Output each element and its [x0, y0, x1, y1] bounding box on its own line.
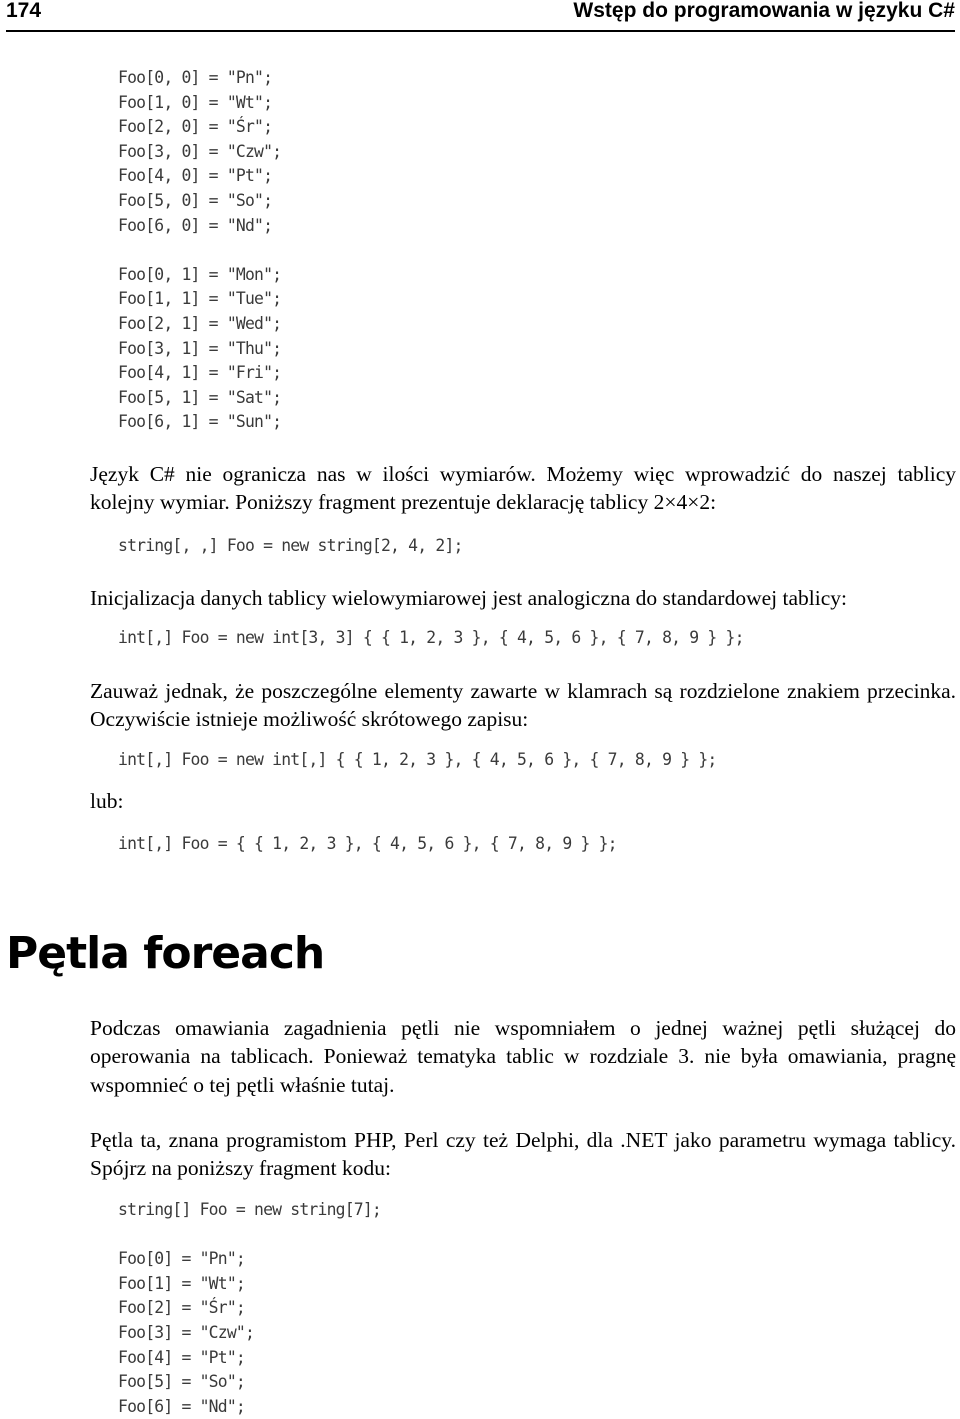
page-header — [6, 0, 955, 32]
code-line: string[] Foo = new string[7]; — [118, 1200, 381, 1219]
code-line: Foo[2, 0] = "Śr"; — [118, 117, 273, 137]
code-line: Foo[0] = "Pn"; — [118, 1249, 245, 1269]
code-line: Foo[5] = "So"; — [118, 1372, 245, 1392]
code-line: Foo[6, 0] = "Nd"; — [118, 215, 273, 235]
code-line: Foo[2] = "Śr"; — [118, 1298, 245, 1318]
code-line: Foo[6, 1] = "Sun"; — [118, 412, 282, 432]
code-line: Foo[0, 1] = "Mon"; — [118, 264, 282, 284]
code-line-shortest-init — [118, 832, 617, 857]
code-line: Foo[1] = "Wt"; — [118, 1273, 245, 1293]
code-line: int[,] Foo = new int[3, 3] { { 1, 2, 3 }, { 4, 5, 6 }, { 7, 8, 9 } }; — [118, 628, 744, 647]
code-line: Foo[4, 1] = "Fri"; — [118, 363, 282, 383]
code-block-foreach-array — [118, 1198, 381, 1419]
code-line: Foo[5, 0] = "So"; — [118, 190, 273, 210]
connector-text: lub: — [90, 789, 124, 813]
code-line: Foo[4] = "Pt"; — [118, 1347, 245, 1367]
code-line: Foo[1, 1] = "Tue"; — [118, 289, 282, 309]
code-line: Foo[6] = "Nd"; — [118, 1396, 245, 1416]
code-line: string[, ,] Foo = new string[2, 4, 2]; — [118, 536, 463, 555]
code-line-string-declaration — [118, 534, 463, 559]
code-line: Foo[2, 1] = "Wed"; — [118, 313, 282, 333]
code-line-short-init — [118, 748, 717, 773]
code-line: Foo[3] = "Czw"; — [118, 1322, 255, 1342]
paragraph-dimensions: Język C# nie ogranicza nas w ilości wymiarów. Możemy więc wprowadzić do naszej tablicy kolejny wymiar. Poniższy fragment prezentuje deklarację tablicy 2×4×2: — [90, 462, 956, 515]
code-line: int[,] Foo = { { 1, 2, 3 }, { 4, 5, 6 }, { 7, 8, 9 } }; — [118, 834, 617, 853]
code-line: Foo[3, 1] = "Thu"; — [118, 338, 282, 358]
paragraph-foreach-usage: Pętla ta, znana programistom PHP, Perl czy też Delphi, dla .NET jako parametru wymaga tablicy. Spójrz na poniższy fragment kodu: — [90, 1128, 956, 1181]
code-block-array-init — [118, 66, 281, 435]
code-line — [118, 1223, 381, 1248]
code-line: Foo[3, 0] = "Czw"; — [118, 141, 282, 161]
code-line: Foo[1, 0] = "Wt"; — [118, 92, 273, 112]
page-number: 174 — [6, 0, 42, 22]
code-line-int-initialization — [118, 626, 744, 651]
code-line: Foo[5, 1] = "Sat"; — [118, 387, 282, 407]
paragraph-initialization: Inicjalizacja danych tablicy wielowymiarowej jest analogiczna do standardowej tablicy: — [90, 586, 847, 610]
running-title: Wstęp do programowania w języku C# — [573, 0, 955, 22]
code-line: Foo[4, 0] = "Pt"; — [118, 166, 273, 186]
paragraph-comma-note: Zauważ jednak, że poszczególne elementy zawarte w klamrach są rozdzielone znakiem przecinka. Oczywiście istnieje możliwość skrótowego zapisu: — [90, 679, 956, 732]
code-line: int[,] Foo = new int[,] { { 1, 2, 3 }, { 4, 5, 6 }, { 7, 8, 9 } }; — [118, 750, 717, 769]
code-line — [118, 238, 281, 263]
code-line: Foo[0, 0] = "Pn"; — [118, 68, 273, 87]
paragraph-foreach-intro: Podczas omawiania zagadnienia pętli nie wspomniałem o jednej ważnej pętli służącej do operowania na tablicach. Ponieważ tematyka tablic w rozdziale 3. nie była omawiania, pragnę wspomnieć o tej pętli właśnie tutaj. — [90, 1016, 956, 1097]
section-heading: Pętla foreach — [6, 928, 325, 979]
